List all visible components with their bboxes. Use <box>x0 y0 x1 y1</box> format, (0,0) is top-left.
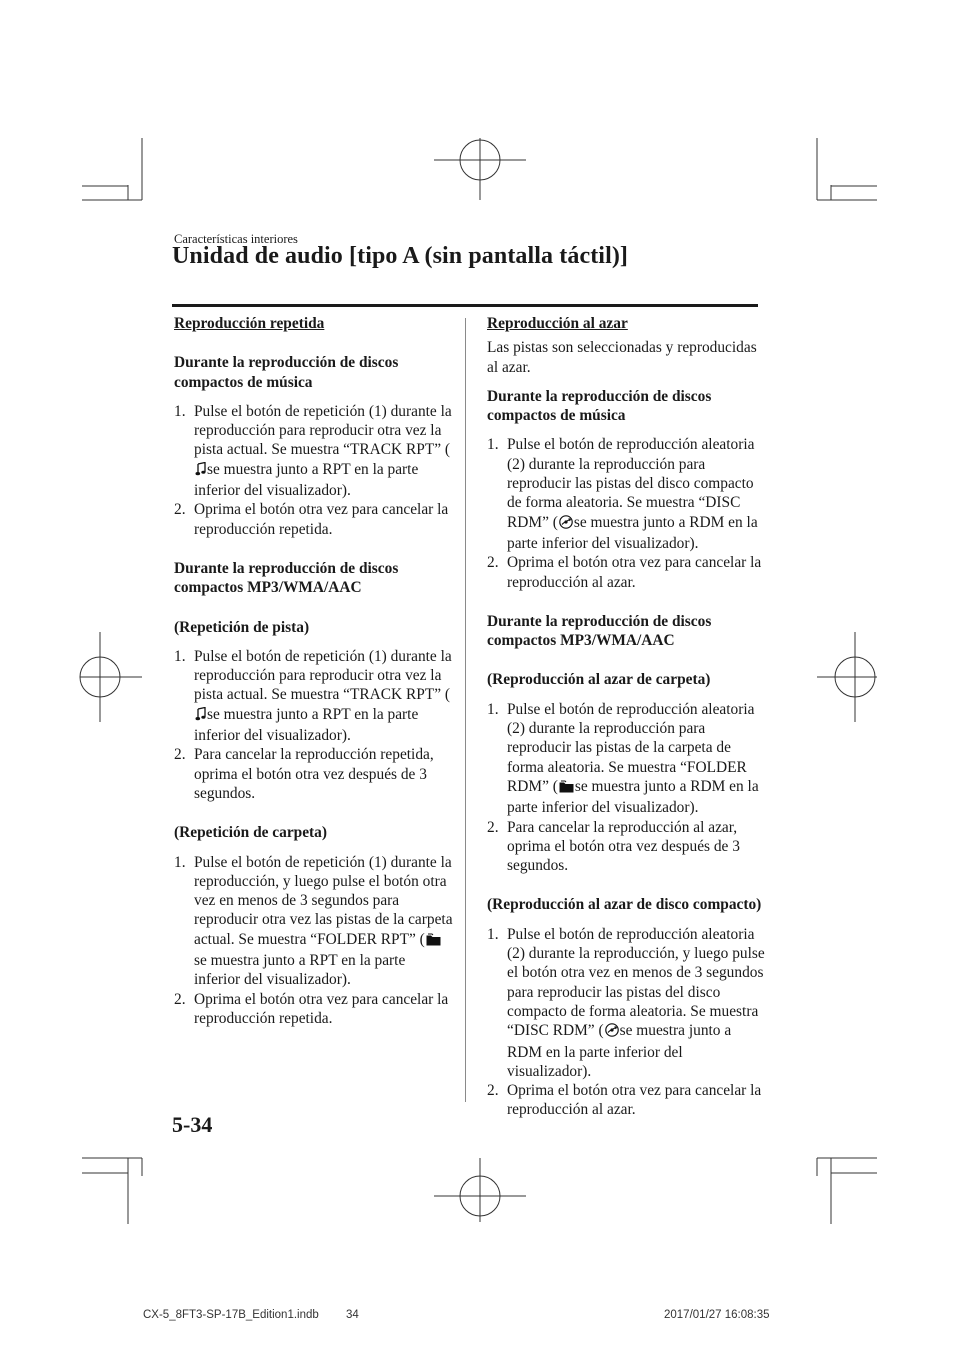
column-divider <box>465 318 466 1102</box>
subheading-music-cd: Durante la reproducción de discos compactos de música <box>487 387 712 425</box>
intro-text: Las pistas son seleccionadas y reproducidas al azar. <box>487 339 757 376</box>
disc-icon <box>559 515 573 534</box>
steps-music-cd-random <box>487 435 767 591</box>
right-column <box>487 314 767 1120</box>
list-item: 2. Oprima el botón otra vez para cancelar la reproducción al azar. <box>487 554 762 591</box>
folder-icon <box>559 779 574 798</box>
list-item: 2. Oprima el botón otra vez para cancelar la reproducción al azar. <box>487 1082 762 1119</box>
subheading-mp3-cd: Durante la reproducción de discos compactos MP3/WMA/AAC <box>174 559 399 597</box>
list-item: 2. Para cancelar la reproducción repetida, oprima el botón otra vez después de 3 segundos. <box>174 746 434 802</box>
subheading-music-cd: Durante la reproducción de discos compactos de música <box>174 354 399 391</box>
footer-timestamp: 2017/01/27 16:08:35 <box>664 1309 770 1321</box>
subheading-disc-random: (Reproducción al azar de disco compacto) <box>487 896 762 914</box>
steps-music-cd <box>174 402 454 539</box>
list-item: 2. Para cancelar la reproducción al azar, oprima el botón otra vez después de 3 segundos. <box>487 818 740 875</box>
footer-page: 34 <box>346 1309 359 1321</box>
steps-disc-random <box>487 925 767 1120</box>
list-item: 2. Oprima el botón otra vez para cancelar la reproducción repetida. <box>174 501 449 538</box>
section-label: Características interiores <box>174 232 298 246</box>
section-title-random: Reproducción al azar <box>487 315 628 332</box>
list-item: 1. Pulse el botón de repetición (1) durante la reproducción, y luego pulse el botón otra vez en menos de 3 segundos para reproducir otra vez las pistas de la carpeta actual. Se muestra “FOLDER RPT” (se muestra junto a RPT en la parte inferior del visualizador). <box>174 853 453 989</box>
subheading-mp3-cd: Durante la reproducción de discos compactos MP3/WMA/AAC <box>487 612 712 650</box>
subheading-folder-random: (Reproducción al azar de carpeta) <box>487 671 711 689</box>
music-note-icon <box>195 707 206 726</box>
list-item: 1. Pulse el botón de reproducción aleatoria (2) durante la reproducción para reproducir las pistas del disco compacto de forma aleatoria. Se muestra “DISC RDM” ( se muestra junto a RDM en la parte inferior del visualizador). <box>487 436 758 552</box>
footer-filename: CX-5_8FT3-SP-17B_Edition1.indb <box>143 1309 319 1321</box>
steps-folder-random <box>487 700 767 876</box>
left-column <box>174 314 454 1028</box>
subheading-folder-repeat: (Repetición de carpeta) <box>174 824 328 842</box>
list-item: 1. Pulse el botón de reproducción aleatoria (2) durante la reproducción, y luego pulse el botón otra vez en menos de 3 segundos para reproducir las pistas del disco compacto de forma aleatoria. Se muestra “DISC RDM” ( se muestra junto a RDM en la parte inferior del visualizador). <box>487 925 765 1080</box>
section-title-repeat: Reproducción repetida <box>174 315 325 332</box>
disc-icon <box>605 1023 619 1042</box>
music-note-icon <box>195 462 206 481</box>
list-item: 2. Oprima el botón otra vez para cancelar la reproducción repetida. <box>174 990 449 1027</box>
steps-track-repeat <box>174 647 454 803</box>
folder-icon <box>426 932 441 951</box>
list-item: 1. Pulse el botón de reproducción aleatoria (2) durante la reproducción para reproducir las pistas de la carpeta de forma aleatoria. Se muestra “FOLDER RDM” ( se muestra junto a RDM en la parte inferior del visualizador). <box>487 700 759 817</box>
page-title: Unidad de audio [tipo A (sin pantalla táctil)] <box>172 243 629 269</box>
page-number: 5-34 <box>172 1112 213 1137</box>
list-item: 1. Pulse el botón de repetición (1) durante la reproducción para reproducir otra vez la pista actual. Se muestra “TRACK RPT” (se muestra junto a RPT en la parte inferior del visualizador). <box>174 402 452 500</box>
list-item: 1. Pulse el botón de repetición (1) durante la reproducción para reproducir otra vez la pista actual. Se muestra “TRACK RPT” (se muestra junto a RPT en la parte inferior del visualizador). <box>174 647 452 745</box>
subheading-track-repeat: (Repetición de pista) <box>174 618 310 636</box>
steps-folder-repeat <box>174 853 454 1029</box>
heading-rule <box>172 304 758 307</box>
